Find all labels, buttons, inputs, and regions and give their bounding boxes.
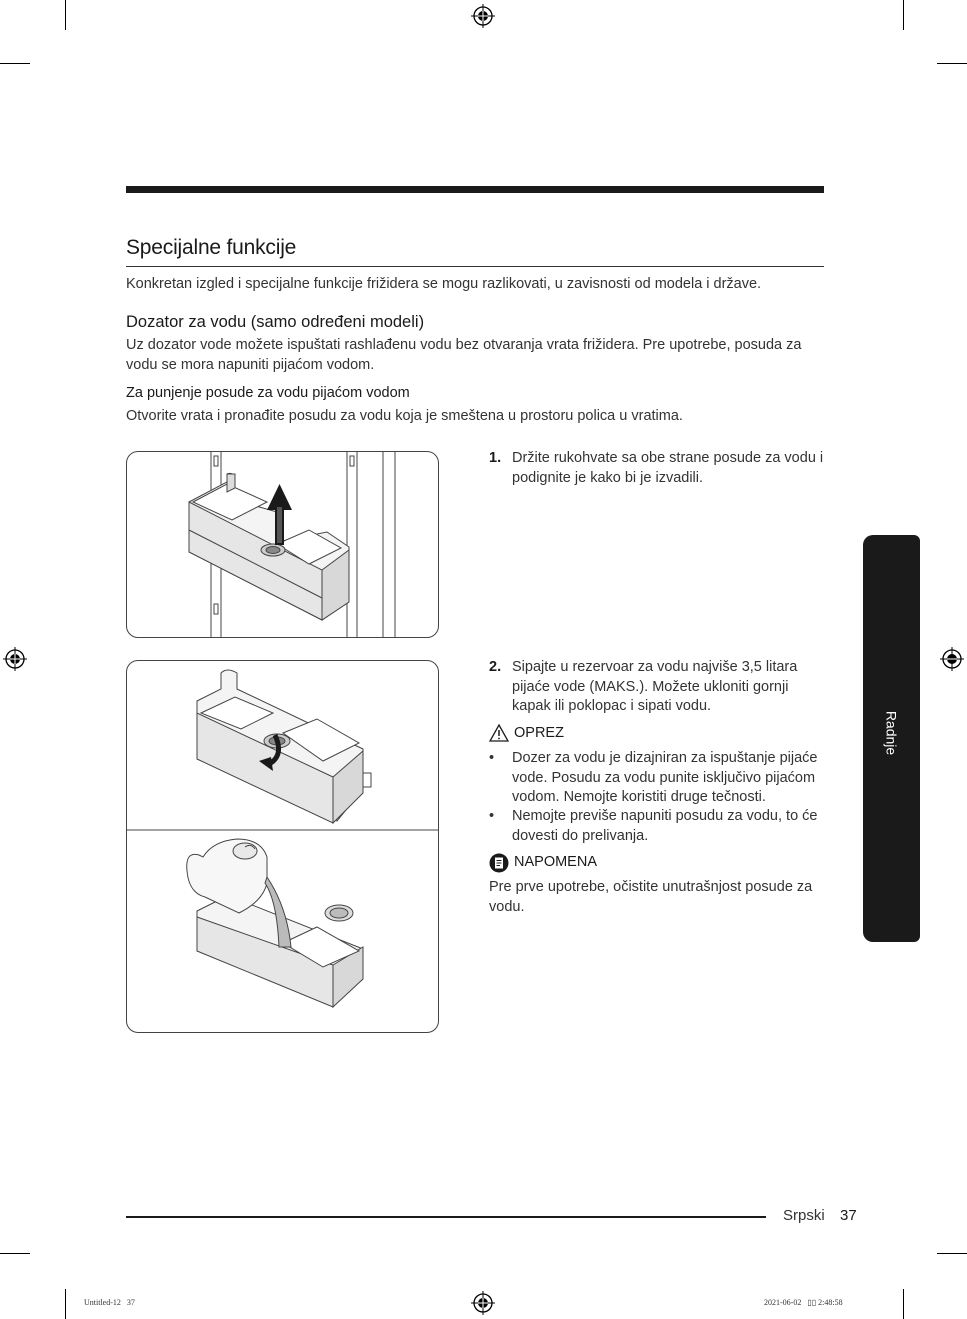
- subsection-title: Za punjenje posude za vodu pijaćom vodom: [126, 385, 410, 401]
- crop-mark: [903, 0, 904, 30]
- section-tab-label: Radnje: [883, 710, 900, 756]
- step-2: [489, 658, 824, 717]
- warning-triangle-icon: [489, 724, 509, 742]
- figure-fill-container: [126, 660, 439, 1033]
- section-title: Dozator za vodu (samo određeni modeli): [126, 313, 425, 331]
- registration-mark-icon: [471, 4, 495, 28]
- crop-mark: [0, 1253, 30, 1254]
- step-text: Držite rukohvate sa obe strane posude za vodu i podignite je kako bi je izvadili.: [512, 450, 824, 486]
- caution-label: OPREZ: [514, 725, 564, 741]
- crop-mark: [937, 63, 967, 64]
- water-tank-fill-illustration: [127, 661, 438, 1032]
- figure-lift-container: [126, 451, 439, 638]
- step-number: 1.: [489, 450, 502, 466]
- registration-mark-icon: [940, 647, 964, 671]
- title-rule: [126, 266, 824, 267]
- print-info-right: 2021-06-02 ▯▯ 2:48:58: [764, 1298, 843, 1307]
- top-rule: [126, 186, 824, 193]
- section-body: Uz dozator vode možete ispuštati rashlađenu vodu bez otvaranja vrata frižidera. Pre upotrebe, posuda za vodu se mora napuniti pijaćom vodom.: [126, 337, 802, 373]
- page-number: 37: [840, 1207, 857, 1224]
- crop-mark: [903, 1289, 904, 1319]
- caution-item: • Nemojte previše napuniti posudu za vodu, to će dovesti do prelivanja.: [489, 807, 824, 846]
- footer-rule: [126, 1216, 766, 1218]
- registration-mark-icon: [471, 1291, 495, 1315]
- note-text: Pre prve upotrebe, očistite unutrašnjost posude za vodu.: [489, 879, 813, 915]
- water-tank-lift-illustration: [127, 452, 438, 637]
- page-title: Specijalne funkcije: [126, 236, 297, 259]
- crop-mark: [0, 63, 30, 64]
- crop-mark: [65, 0, 66, 30]
- crop-mark: [937, 1253, 967, 1254]
- caution-item-text: Dozer za vodu je dizajniran za ispuštanje pijaće vode. Posudu za vodu punite isključivo pijaćom vodom. Nemojte koristiti druge tečnosti.: [512, 750, 818, 805]
- step-1: [489, 449, 824, 488]
- intro-text: Konkretan izgled i specijalne funkcije frižidera se mogu razlikovati, u zavisnosti od modela i države.: [126, 276, 762, 292]
- caution-item-text: Nemojte previše napuniti posudu za vodu, to će dovesti do prelivanja.: [512, 808, 818, 844]
- print-info-left: Untitled-12 37: [84, 1298, 135, 1307]
- step-number: 2.: [489, 659, 502, 675]
- footer-language: Srpski: [783, 1207, 825, 1224]
- registration-mark-icon: [3, 647, 27, 671]
- crop-mark: [65, 1289, 66, 1319]
- step-text: Sipajte u rezervoar za vodu najviše 3,5 litara pijaće vode (MAKS.). Možete ukloniti gornji kapak ili poklopac i sipati vodu.: [512, 659, 798, 714]
- note-icon: [489, 853, 509, 873]
- subsection-body: Otvorite vrata i pronađite posudu za vodu koja je smeštena u prostoru polica u vratima.: [126, 408, 683, 424]
- note-label: NAPOMENA: [514, 854, 597, 870]
- caution-item: • Dozer za vodu je dizajniran za ispuštanje pijaće vode. Posudu za vodu punite isključivo pijaćom vodom. Nemojte koristiti druge tečnosti.: [489, 749, 824, 808]
